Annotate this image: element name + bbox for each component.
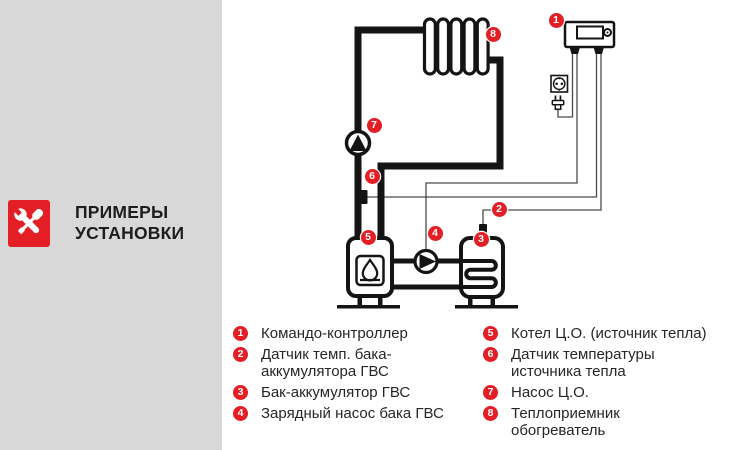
legend-item-8 (483, 405, 733, 439)
storage-tank-icon (455, 238, 518, 309)
legend-item-1 (233, 325, 478, 342)
heat-source-sensor-icon (360, 190, 368, 204)
legend-badge-5: 5 (483, 326, 498, 341)
legend-badge-7: 7 (483, 385, 498, 400)
controller-display (577, 27, 603, 39)
controller-unit-icon (565, 22, 614, 54)
boiler-icon (337, 238, 400, 309)
diagram-badge-5: 5 (361, 230, 376, 245)
legend-badge-8: 8 (483, 406, 498, 421)
crossed-tools-icon (8, 200, 50, 247)
legend-item-4 (233, 405, 478, 422)
power-plug-icon (552, 96, 563, 110)
power-socket-icon (551, 76, 568, 93)
diagram-badge-2: 2 (492, 202, 507, 217)
legend-column-right (483, 325, 733, 443)
diagram-badge-7: 7 (367, 118, 382, 133)
legend-label-7: Насос Ц.О. (511, 384, 589, 401)
legend-item-2 (233, 346, 478, 380)
return-pipe (381, 60, 500, 240)
radiator-icon (425, 19, 489, 74)
legend-badge-3: 3 (233, 385, 248, 400)
page-title (75, 202, 215, 244)
legend-label-1: Командо-контроллер (261, 325, 408, 342)
legend-item-5 (483, 325, 733, 342)
legend-column-left (233, 325, 478, 426)
legend-badge-4: 4 (233, 406, 248, 421)
diagram-badge-3: 3 (474, 232, 489, 247)
charging-pump-icon (415, 251, 437, 273)
pump-co-icon (347, 132, 370, 155)
legend-label-8: Теплоприемник обогреватель (511, 405, 620, 439)
legend-badge-1: 1 (233, 326, 248, 341)
diagram-badge-4: 4 (428, 226, 443, 241)
legend-item-6 (483, 346, 733, 380)
legend-label-4: Зарядный насос бака ГВС (261, 405, 444, 422)
legend-label-5: Котел Ц.О. (источник тепла) (511, 325, 707, 342)
diagram-badge-8: 8 (486, 27, 501, 42)
diagram-badge-6: 6 (365, 169, 380, 184)
diagram-badge-1: 1 (549, 13, 564, 28)
legend-label-2: Датчик темп. бака- аккумулятора ГВС (261, 346, 392, 380)
legend-item-3 (233, 384, 478, 401)
sidebar (0, 0, 222, 450)
legend-badge-6: 6 (483, 347, 498, 362)
legend-badge-2: 2 (233, 347, 248, 362)
legend-label-6: Датчик температуры источника тепла (511, 346, 655, 380)
heating-schematic (222, 0, 737, 315)
legend-item-7 (483, 384, 733, 401)
page-title-line2: УСТАНОВКИ (75, 223, 185, 243)
legend-label-3: Бак-аккумулятор ГВС (261, 384, 411, 401)
page-title-line1: ПРИМЕРЫ (75, 202, 169, 222)
